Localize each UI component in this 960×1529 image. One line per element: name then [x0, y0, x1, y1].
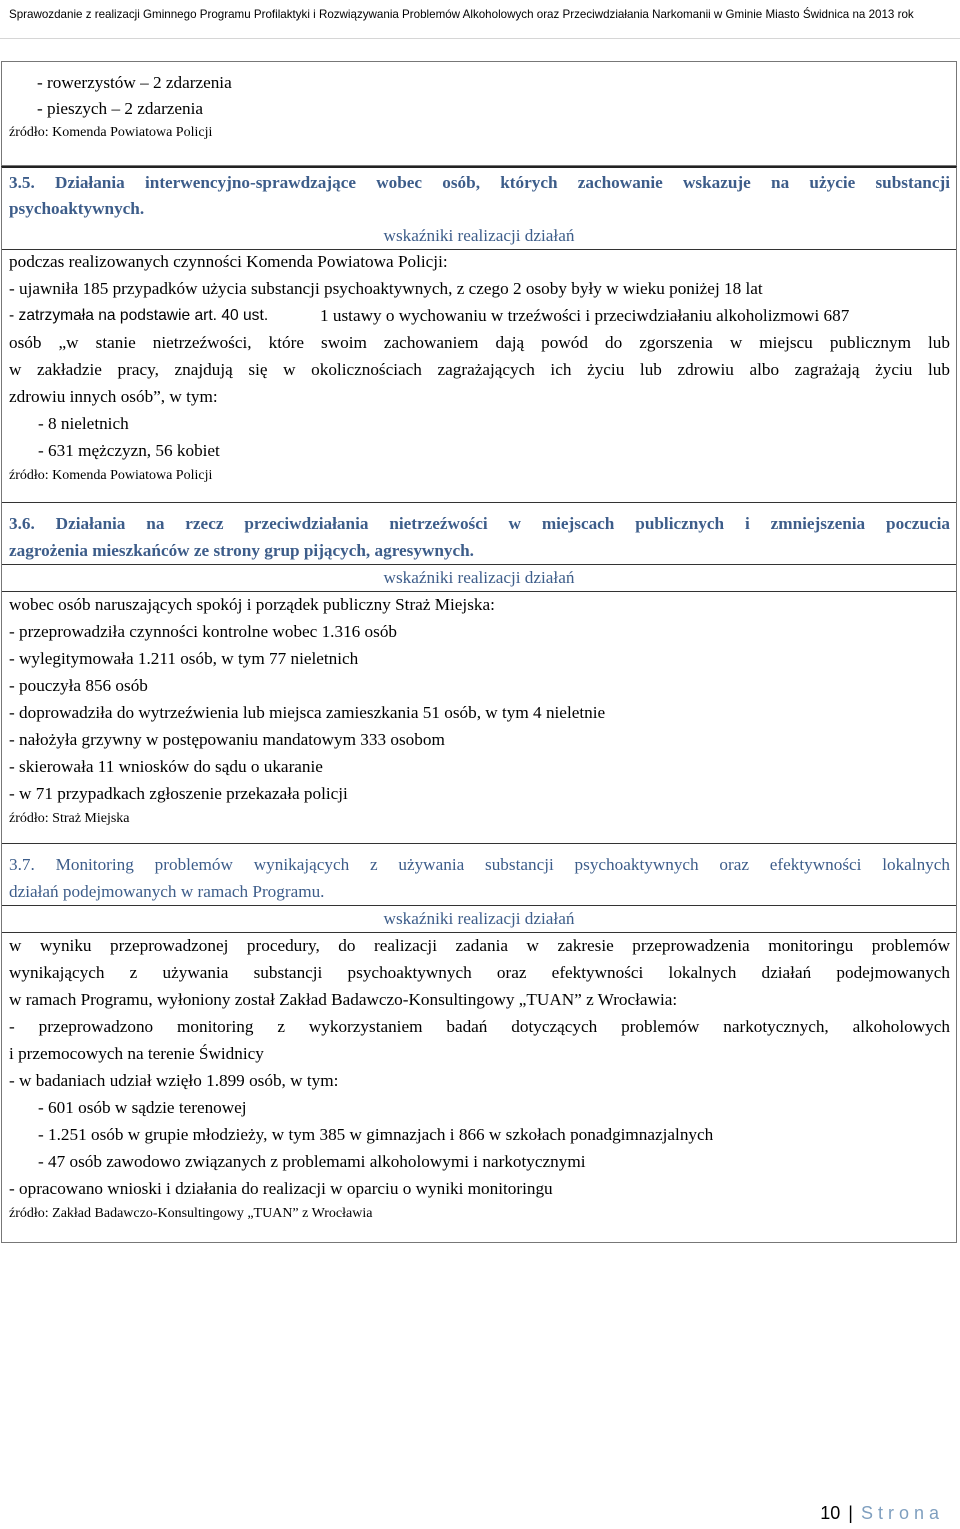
box-continuation [1, 61, 957, 166]
section-3-6-subheading: wskaźniki realizacji działań [383, 568, 575, 587]
divider [2, 249, 956, 250]
header-title: Sprawozdanie z realizacji Gminnego Programu Profilaktyki i Rozwiązywania Problemów Alkoholowych oraz Przeciwdziałania Narkomanii w Gminie Miasto Świdnica na 2013 rok [9, 8, 914, 21]
list-item: - 8 nieletnich [38, 414, 129, 433]
footer-separator: | [848, 1503, 853, 1523]
list-item: - pouczyła 856 osób [9, 676, 148, 695]
source-note: źródło: Komenda Powiatowa Policji [9, 468, 213, 483]
divider [2, 591, 956, 592]
body-line: wobec osób naruszających spokój i porządek publiczny Straż Miejska: [9, 595, 495, 614]
list-item: - przeprowadziła czynności kontrolne wobec 1.316 osób [9, 622, 398, 641]
footer-label: Strona [860, 1503, 944, 1523]
page-header [0, 0, 960, 40]
body-line: osób „w stanie nietrzeźwości, które swoim zachowaniem dają powód do zgorszenia w miejscu publicznym lub [9, 333, 950, 352]
body-line: wynikających z używania substancji psychoaktywnych oraz efektywności lokalnych działań podejmowanych [9, 963, 950, 982]
section-3-7-subheading: wskaźniki realizacji działań [383, 909, 575, 928]
source-note: źródło: Komenda Powiatowa Policji [9, 125, 213, 140]
section-3-7-heading-line2: działań podejmowanych w ramach Programu. [9, 882, 325, 901]
list-item: - doprowadziła do wytrzeźwienia lub miejsca zamieszkania 51 osób, w tym 4 nieletnie [9, 703, 606, 722]
list-item: - 1.251 osób w grupie młodzieży, w tym 385 w gimnazjach i 866 w szkołach ponadgimnazjalnych [38, 1125, 714, 1144]
divider [2, 843, 956, 844]
page-number: 10 [820, 1503, 841, 1523]
page-footer [820, 1503, 944, 1524]
list-item: - w 71 przypadkach zgłoszenie przekazała policji [9, 784, 348, 803]
body-line: - ujawniła 185 przypadków użycia substancji psychoaktywnych, z czego 2 osoby były w wieku poniżej 18 lat [9, 279, 763, 298]
body-line: w wyniku przeprowadzonej procedury, do realizacji zadania w zakresie przeprowadzenia monitoringu problemów [9, 936, 950, 955]
body-line: - zatrzymała na podstawie art. 40 ust. [9, 307, 269, 324]
list-item: - pieszych – 2 zdarzenia [37, 99, 204, 118]
list-item: - rowerzystów – 2 zdarzenia [37, 73, 232, 92]
body-line: - przeprowadzono monitoring z wykorzystaniem badań dotyczących problemów narkotycznych, alkoholowych [9, 1017, 950, 1036]
header-divider [0, 38, 960, 39]
body-line: zdrowiu innych osób”, w tym: [9, 387, 218, 406]
divider [2, 564, 956, 565]
section-3-6-heading-line2: zagrożenia mieszkańców ze strony grup pijących, agresywnych. [9, 541, 474, 560]
body-line: - w badaniach udział wzięło 1.899 osób, w tym: [9, 1071, 339, 1090]
source-note: źródło: Straż Miejska [9, 811, 130, 826]
body-line: i przemocowych na terenie Świdnicy [9, 1044, 264, 1063]
section-3-5-heading-line1: 3.5. Działania interwencyjno-sprawdzające wobec osób, których zachowanie wskazuje na użycie substancji [9, 173, 950, 192]
list-item: - skierowała 11 wniosków do sądu o ukaranie [9, 757, 323, 776]
list-item: - 631 mężczyzn, 56 kobiet [38, 441, 220, 460]
section-3-5-subheading: wskaźniki realizacji działań [383, 226, 575, 245]
list-item: - 601 osób w sądzie terenowej [38, 1098, 247, 1117]
box-sections [1, 166, 957, 1243]
section-3-6-heading-line1: 3.6. Działania na rzecz przeciwdziałania nietrzeźwości w miejscach publicznych i zmniejszenia poczucia [9, 514, 950, 533]
body-line: 1 ustawy o wychowaniu w trzeźwości i przeciwdziałaniu alkoholizmowi 687 [320, 306, 850, 325]
body-line: w ramach Programu, wyłoniony został Zakład Badawczo-Konsultingowy „TUAN” z Wrocławia: [9, 990, 678, 1009]
body-line: podczas realizowanych czynności Komenda Powiatowa Policji: [9, 252, 448, 271]
list-item: - wylegitymowała 1.211 osób, w tym 77 nieletnich [9, 649, 359, 668]
divider [2, 905, 956, 906]
list-item: - nałożyła grzywny w postępowaniu mandatowym 333 osobom [9, 730, 445, 749]
body-line: w zakładzie pracy, znajdują się w okolicznościach zagrażających ich życiu lub zdrowiu albo zagrażają życiu lub [9, 360, 950, 379]
body-line: - opracowano wnioski i działania do realizacji w oparciu o wyniki monitoringu [9, 1179, 553, 1198]
section-3-7-heading-line1: 3.7. Monitoring problemów wynikających z używania substancji psychoaktywnych oraz efektywności lokalnych [9, 855, 950, 874]
divider [2, 502, 956, 503]
source-note: źródło: Zakład Badawczo-Konsultingowy „TUAN” z Wrocławia [9, 1206, 373, 1221]
section-3-5-heading-line2: psychoaktywnych. [9, 199, 145, 218]
divider [2, 932, 956, 933]
list-item: - 47 osób zawodowo związanych z problemami alkoholowymi i narkotycznymi [38, 1152, 586, 1171]
